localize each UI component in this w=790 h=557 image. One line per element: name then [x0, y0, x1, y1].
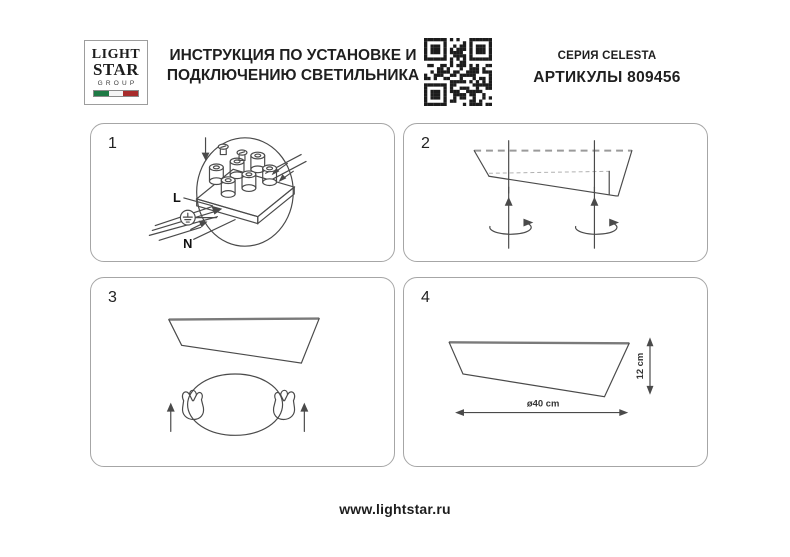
- step-number-3: 3: [108, 289, 117, 306]
- fixture-top-edge: [449, 342, 629, 343]
- mounting-screw-right: [576, 141, 620, 248]
- step-number-2: 2: [421, 135, 430, 152]
- header: [0, 0, 790, 118]
- step-number-4: 4: [421, 289, 430, 306]
- logo-word-group: GROUP: [97, 80, 138, 87]
- panel-step-1: [90, 123, 395, 262]
- wiring-diagram: [91, 124, 394, 261]
- article-number: АРТИКУЛЫ 809456: [533, 69, 681, 86]
- label-neutral: N: [183, 236, 193, 252]
- fixture-top-edge: [169, 319, 319, 320]
- instruction-steps: [90, 123, 708, 467]
- height-dimension: [634, 337, 653, 394]
- arrow-up-left-icon: [167, 403, 175, 432]
- page-title: [150, 46, 436, 86]
- earth-ground-icon: [180, 210, 195, 225]
- title-line-1: ИНСТРУКЦИЯ ПО УСТАНОВКЕ И: [169, 47, 417, 64]
- title-line-2: ПОДКЛЮЧЕНИЮ СВЕТИЛЬНИКА: [166, 67, 420, 84]
- qr-code-icon: [424, 38, 492, 106]
- diffuser-cover: [188, 374, 283, 435]
- panel-step-3: [90, 277, 395, 467]
- mounting-screws-diagram: [404, 124, 707, 261]
- logo-word-star: STAR: [92, 60, 140, 79]
- lightstar-logo: [84, 40, 148, 105]
- flag-green: [94, 91, 109, 96]
- panel-step-2: [403, 123, 708, 262]
- screw-icon: [218, 144, 247, 160]
- series-label: СЕРИЯ CELESTA: [557, 50, 657, 62]
- label-live: L: [173, 189, 181, 205]
- flag-white: [109, 91, 124, 96]
- hand-right-icon: [274, 390, 295, 419]
- italian-flag-bar: [93, 90, 139, 97]
- hand-left-icon: [182, 390, 203, 419]
- dimensions-diagram: [404, 278, 707, 466]
- flag-red: [123, 91, 138, 96]
- website-url: www.lightstar.ru: [339, 501, 451, 517]
- step-number-1: 1: [108, 135, 117, 152]
- product-info: [500, 50, 714, 87]
- arrow-up-right-icon: [300, 403, 308, 432]
- logo-word-light: LIGHT: [91, 47, 141, 62]
- terminal-block: [209, 152, 276, 197]
- diameter-label: ø40 cm: [526, 397, 560, 409]
- panel-step-4: [403, 277, 708, 467]
- mounting-screw-left: [490, 141, 534, 248]
- diameter-dimension: [455, 398, 628, 416]
- cover-installation-diagram: [91, 278, 394, 466]
- height-label: 12 cm: [634, 352, 646, 380]
